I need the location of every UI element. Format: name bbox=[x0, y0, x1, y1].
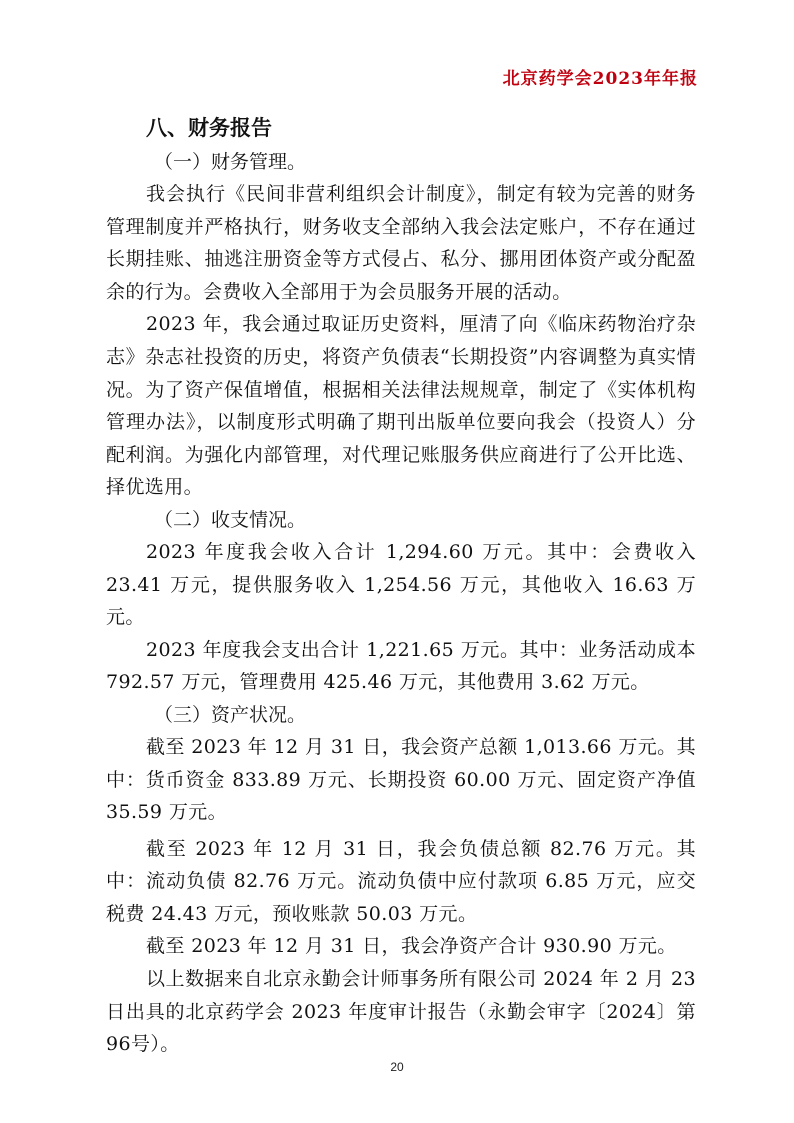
paragraph-net-assets: 截至 2023 年 12 月 31 日，我会净资产合计 930.90 万元。 bbox=[146, 935, 677, 958]
paragraph-liabilities: 截至 2023 年 12 月 31 日，我会负债总额 82.76 万元。其中：流动负债 82.76 万元。流动负债中应付款项 6.85 万元，应交税费 24.43 万元，预收账款 50.03 万元。 bbox=[106, 837, 696, 925]
paragraph-accounting-system: 我会执行《民间非营利组织会计制度》，制定有较为完善的财务管理制度并严格执行，财务收支全部纳入我会法定账户，不存在通过长期挂账、抽逃注册资金等方式侵占、私分、挪用团体资产或分配盈余的行为。会费收入全部用于为会员服务开展的活动。 bbox=[106, 183, 696, 303]
subsection-heading-income-expenditure: （二）收支情况。 bbox=[154, 508, 307, 531]
paragraph-total-assets: 截至 2023 年 12 月 31 日，我会资产总额 1,013.66 万元。其中：货币资金 833.89 万元、长期投资 60.00 万元、固定资产净值 35.59 万元。 bbox=[106, 735, 696, 824]
paragraph-audit-source: 以上数据来自北京永勤会计师事务所有限公司 2024 年 2 月 23 日出具的北京药学会 2023 年度审计报告（永勤会审字〔2024〕第 96号）。 bbox=[106, 968, 696, 1056]
running-header-title: 北京药学会2023年年报 bbox=[502, 69, 698, 89]
paragraph-expenditure: 2023 年度我会支出合计 1,221.65 万元。其中：业务活动成本 792.57 万元，管理费用 425.46 万元，其他费用 3.62 万元。 bbox=[106, 638, 696, 694]
subsection-heading-finance-management: （一）财务管理。 bbox=[154, 151, 307, 173]
report-body bbox=[106, 113, 696, 1061]
paragraph-2023-improvements: 2023 年，我会通过取证历史资料，厘清了向《临床药物治疗杂志》杂志社投资的历史，将资产负债表“长期投资”内容调整为真实情况。为了资产保值增值，根据相关法律法规规章，制定了《实体机构管理办法》，以制度形式明确了期刊出版单位要向我会（投资人）分配利润。为强化内部管理，对代理记账服务供应商进行了公开比选、择优选用。 bbox=[106, 313, 696, 499]
page-number: 20 bbox=[390, 1060, 404, 1074]
section-title: 八、财务报告 bbox=[146, 115, 272, 140]
paragraph-income: 2023 年度我会收入合计 1,294.60 万元。其中：会费收入 23.41 万元，提供服务收入 1,254.56 万元，其他收入 16.63 万元。 bbox=[106, 540, 696, 629]
subsection-heading-asset-status: （三）资产状况。 bbox=[154, 703, 307, 726]
